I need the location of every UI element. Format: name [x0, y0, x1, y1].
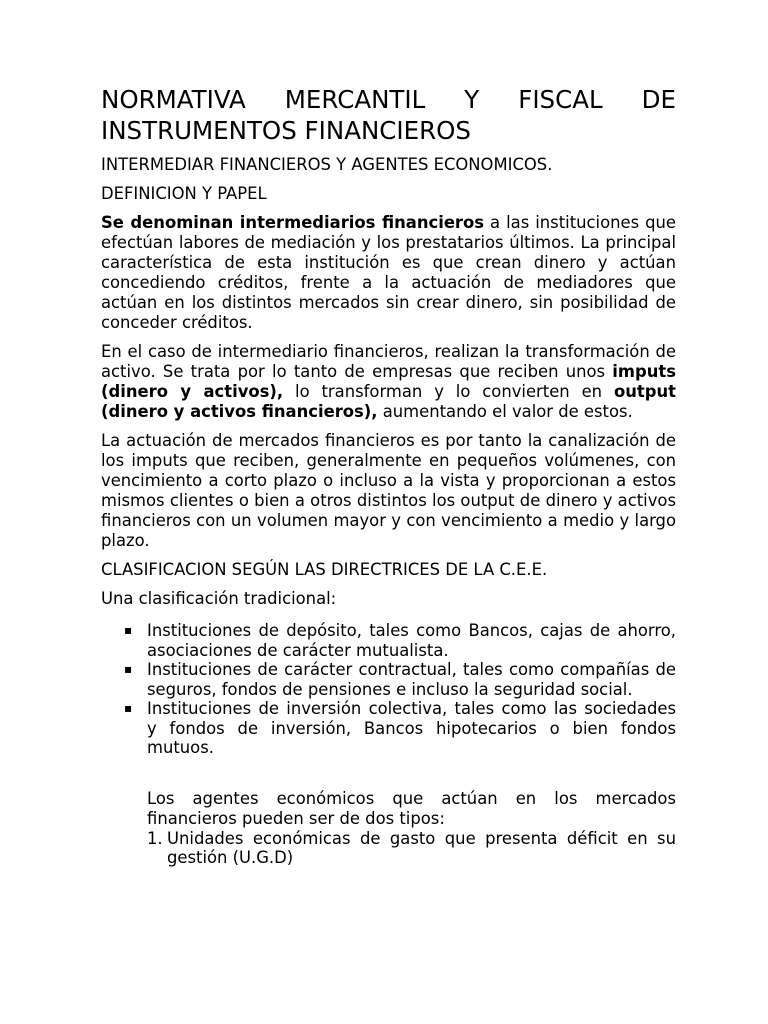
bold-term-intermediarios: Se denominan intermediarios financieros: [101, 213, 485, 232]
paragraph-text: a las instituciones que efectúan labores de mediación y los prestatarios últimos. La principal característica de esta institución es que crean dinero y actúan concediendo créditos, frente a la actuación de mediadores que actúan en los distintos mercados sin crear dinero, sin posibilidad de conceder créditos.: [101, 213, 676, 332]
list-item-text: Instituciones de inversión colectiva, tales como las sociedades y fondos de inversión, Bancos hipotecarios o bien fondos mutuos.: [147, 699, 676, 757]
paragraph-mercados: La actuación de mercados financieros es por tanto la canalización de los imputs que reciben, generalmente en pequeños volúmenes, con vencimiento a corto plazo o incluso a la vista y proporcionan a estos mismos clientes o bien a otros distintos los output de dinero y activos financieros con un volumen mayor y con vencimiento a medio y largo plazo.: [101, 431, 676, 550]
institution-list: [101, 621, 676, 758]
numbered-item: [147, 829, 676, 868]
item-number: 1.: [147, 828, 163, 848]
classification-intro: Una clasificación tradicional:: [101, 589, 337, 608]
document-title: NORMATIVA MERCANTIL Y FISCAL DE INSTRUMENTOS FINANCIEROS: [101, 85, 676, 145]
paragraph-transformation: [101, 342, 676, 422]
numbered-item-text: Unidades económicas de gasto que presenta déficit en su gestión (U.G.D): [167, 828, 676, 867]
list-item: [101, 660, 676, 699]
paragraph-text: lo transforman y lo convierten en: [283, 382, 614, 401]
square-bullet-icon: ▪: [124, 662, 133, 676]
list-item-text: Instituciones de carácter contractual, tales como compañías de seguros, fondos de pensiones e incluso la seguridad social.: [147, 660, 676, 699]
list-item: [101, 621, 676, 660]
section-heading-definicion: DEFINICION Y PAPEL: [101, 184, 267, 203]
document-subtitle: INTERMEDIAR FINANCIEROS Y AGENTES ECONOMICOS.: [101, 155, 553, 174]
paragraph-definition: [101, 213, 676, 333]
agents-intro: Los agentes económicos que actúan en los mercados financieros pueden ser de dos tipos:: [147, 788, 676, 828]
agent-types-list: [101, 829, 676, 868]
paragraph-text: En el caso de intermediario financieros, realizan la transformación de activo. Se trata por lo tanto de empresas que reciben unos: [101, 342, 676, 381]
list-item-text: Instituciones de depósito, tales como Bancos, cajas de ahorro, asociaciones de carácter mutualista.: [147, 621, 676, 660]
paragraph-text: aumentando el valor de estos.: [377, 402, 633, 421]
bold-term-output: output (dinero y activos financieros),: [101, 382, 676, 421]
square-bullet-icon: ▪: [124, 623, 133, 637]
square-bullet-icon: ▪: [124, 701, 133, 715]
agents-block: [101, 789, 676, 829]
list-item: [101, 699, 676, 758]
bold-term-imputs: imputs (dinero y activos),: [101, 362, 676, 401]
section-heading-clasificacion: CLASIFICACION SEGÚN LAS DIRECTRICES DE LA C.E.E.: [101, 560, 548, 579]
document-page: [101, 84, 676, 868]
